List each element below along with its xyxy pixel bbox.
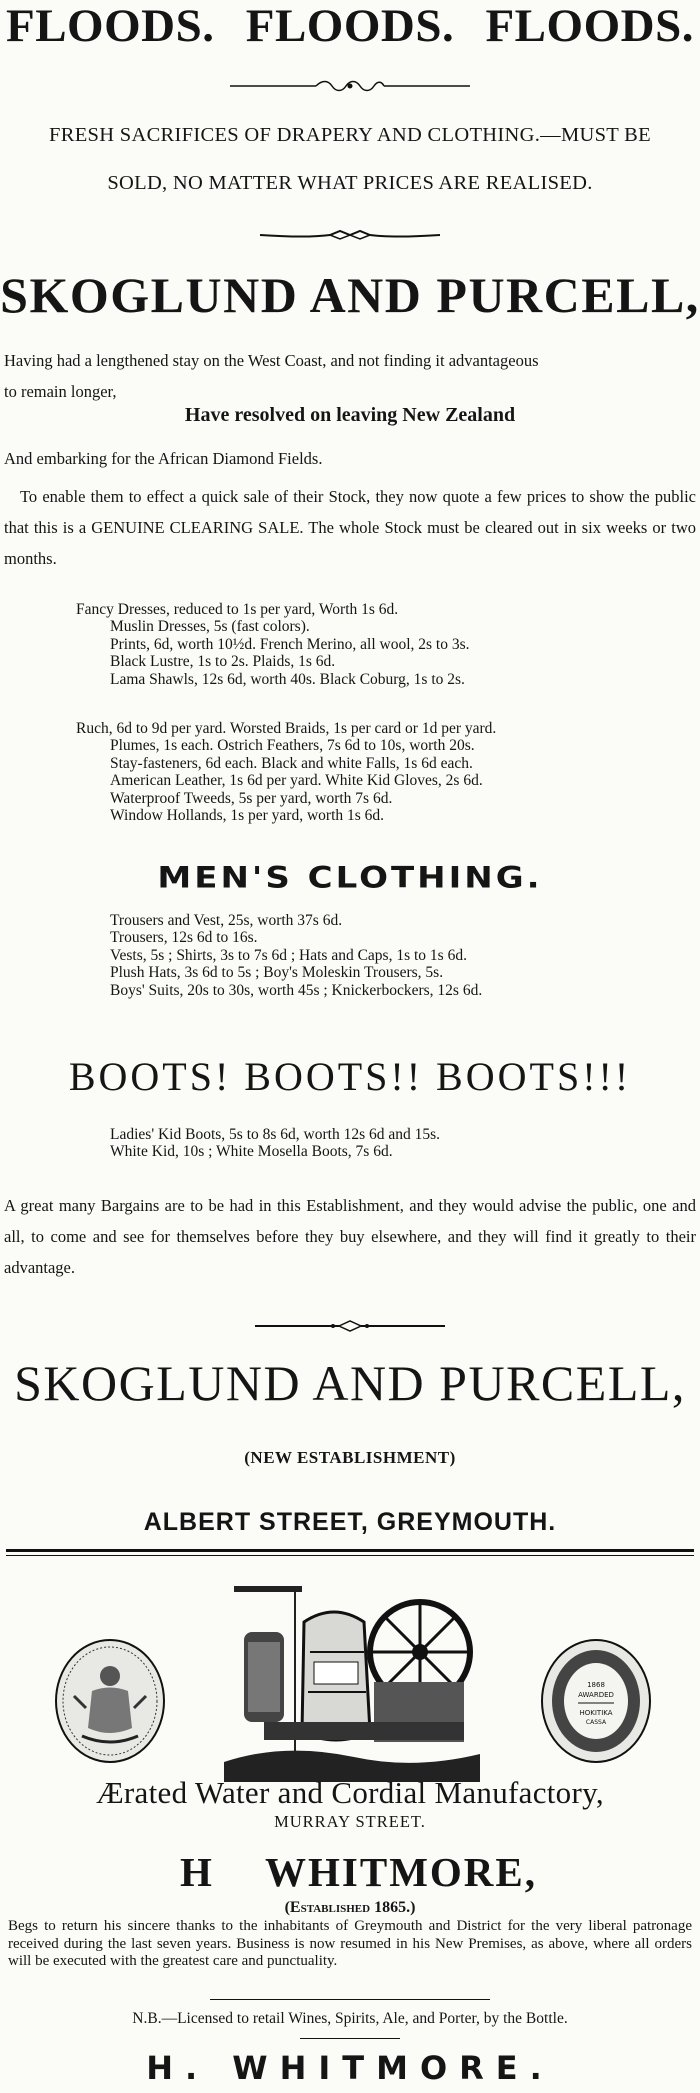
floods-word-2: FLOODS. (245, 0, 455, 52)
manufactory-body: Begs to return his sincere thanks to the inhabitants of Greymouth and District for the very liberal patronage received during the last seven years. Business is now resumed in his New Premises, as above, where all orders will be executed with the greatest care and punctuality. (8, 1918, 692, 1969)
whitmore-initial: H (180, 1849, 214, 1895)
list-item: Plush Hats, 3s 6d to 5s ; Boy's Moleskin Trousers, 5s. (110, 964, 444, 982)
manufactory-title: Ærated Water and Cordial Manufactory, (96, 1775, 604, 1810)
established-line: (Established 1865.) (284, 1899, 416, 1916)
intro-paragraph: To enable them to effect a quick sale of their Stock, they now quote a few prices to show the public that this is a GENUINE CLEARING SALE. The whole Stock must be cleared out in six weeks or two months. (4, 487, 696, 568)
new-establishment-label: (NEW ESTABLISHMENT) (244, 1448, 456, 1467)
list-item: Trousers and Vest, 25s, worth 37s 6d. (110, 912, 343, 929)
floods-word-3: FLOODS. (485, 0, 694, 52)
list-item: American Leather, 1s 6d per yard. White Kid Gloves, 2s 6d. (110, 772, 483, 790)
boots-list (110, 1126, 696, 1161)
ornament-divider-1 (230, 78, 470, 94)
subheading-line-1: FRESH SACRIFICES OF DRAPERY AND CLOTHING.—MUST BE (49, 124, 651, 146)
floods-word-1: FLOODS. (6, 0, 215, 52)
list-item: Window Hollands, 1s per yard, worth 1s 6d. (110, 807, 385, 825)
ornament-divider-3 (255, 1320, 445, 1332)
boots-heading: BOOTS! BOOTS!! BOOTS!!! (68, 1054, 632, 1099)
list-item: Muslin Dresses, 5s (fast colors). (110, 618, 310, 636)
list-item: Vests, 5s ; Shirts, 3s to 7s 6d ; Hats and Caps, 1s to 1s 6d. (110, 946, 467, 964)
whitmore-name-heading (0, 1848, 700, 1896)
short-divider (210, 1999, 490, 2000)
medal-left-icon (52, 1636, 168, 1766)
divider-rule-thin (6, 1555, 694, 1556)
ornament-divider-2 (260, 228, 440, 242)
list-item: White Kid, 10s ; White Mosella Boots, 7s 6d. (110, 1143, 393, 1161)
machinery-illustration (224, 1572, 482, 1782)
divider-rule (6, 1549, 694, 1552)
manufactory-street: MURRAY STREET. (274, 1812, 426, 1831)
list-item: Lama Shawls, 12s 6d, worth 40s. Black Coburg, 1s to 2s. (110, 670, 465, 688)
intro-line-3: And embarking for the African Diamond Fields. (4, 449, 323, 468)
list-item: Trousers, 12s 6d to 16s. (110, 929, 258, 947)
floods-header (0, 0, 700, 52)
short-divider-2 (300, 2038, 400, 2039)
medal-year: 1868 (587, 1681, 605, 1689)
firm-name-heading-2: SKOGLUND AND PURCELL, (14, 1355, 686, 1411)
resolution-heading: Have resolved on leaving New Zealand (184, 404, 516, 426)
nb-line: N.B.—Licensed to retail Wines, Spirits, Ale, and Porter, by the Bottle. (132, 2010, 568, 2027)
list-item: Black Lustre, 1s to 2s. Plaids, 1s 6d. (110, 653, 336, 671)
medal-right-icon (538, 1636, 654, 1766)
drapery-list (76, 601, 696, 688)
list-item: Prints, 6d, worth 10½d. French Merino, all wool, 2s to 3s. (110, 635, 470, 653)
list-item: Plumes, 1s each. Ostrich Feathers, 7s 6d to 10s, worth 20s. (110, 737, 475, 755)
list-item: Fancy Dresses, reduced to 1s per yard, Worth 1s 6d. (76, 601, 399, 618)
medal-awarded: AWARDED (578, 1691, 614, 1699)
bargains-paragraph: A great many Bargains are to be had in this Establishment, and they would advise the public, one and all, to come and see for themselves before they buy elsewhere, and they will find it greatly to their advantage. (4, 1196, 696, 1277)
list-item: Ladies' Kid Boots, 5s to 8s 6d, worth 12s 6d and 15s. (110, 1126, 441, 1143)
list-item: Waterproof Tweeds, 5s per yard, worth 7s 6d. (110, 789, 393, 807)
intro-line-1: Having had a lengthened stay on the West Coast, and not finding it advantageous (4, 351, 539, 370)
medal-cassa: CASSA (585, 1719, 607, 1726)
address-line: ALBERT STREET, GREYMOUTH. (143, 1508, 557, 1536)
footer-name: H. WHITMORE. (146, 2049, 554, 2087)
subheading-line-2: SOLD, NO MATTER WHAT PRICES ARE REALISED. (107, 172, 593, 194)
list-item: Boys' Suits, 20s to 30s, worth 45s ; Knickerbockers, 12s 6d. (110, 981, 483, 999)
mens-clothing-list (110, 912, 696, 999)
intro-line-2-start: to remain longer, (4, 382, 117, 401)
list-item: Stay-fasteners, 6d each. Black and white Falls, 1s 6d each. (110, 754, 473, 772)
firm-name-heading: SKOGLUND AND PURCELL, (0, 267, 700, 323)
mens-clothing-heading: MEN'S CLOTHING. (157, 861, 543, 895)
medal-place: HOKITIKA (579, 1709, 613, 1717)
list-item: Ruch, 6d to 9d per yard. Worsted Braids, 1s per card or 1d per yard. (76, 720, 497, 737)
whitmore-surname: WHITMORE, (265, 1849, 537, 1895)
haberdashery-list (76, 720, 696, 824)
intro-line-2 (4, 382, 696, 402)
